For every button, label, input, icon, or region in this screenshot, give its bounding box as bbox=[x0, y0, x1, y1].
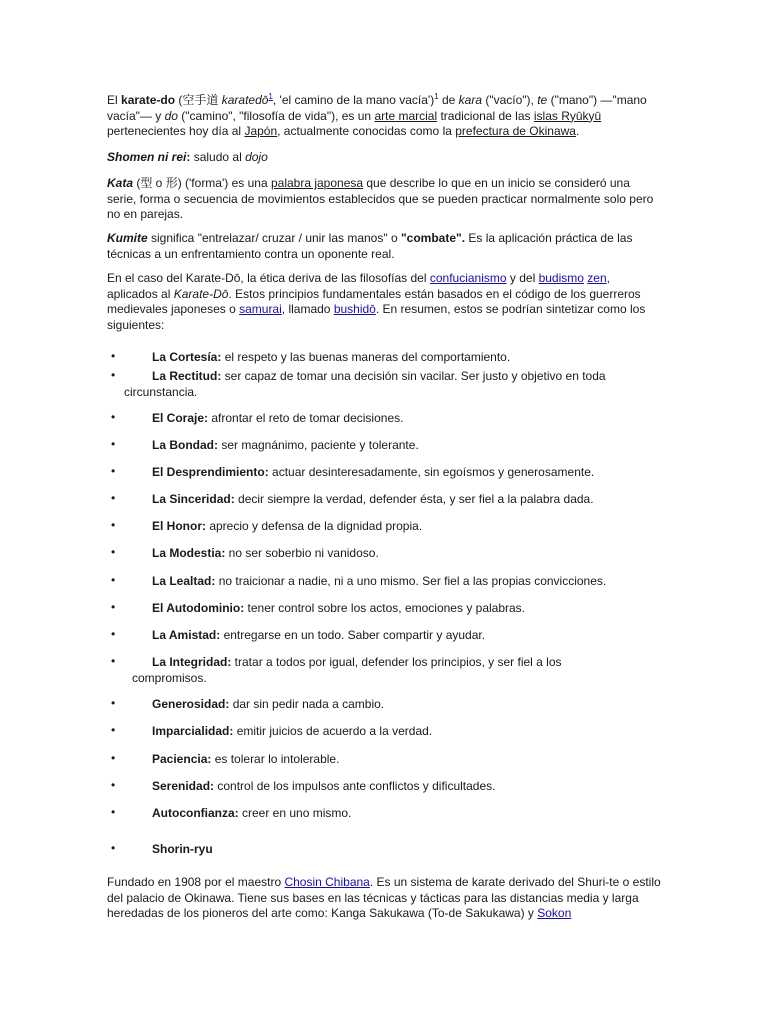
virtue-desc: control de los impulsos ante conflictos y dificultades. bbox=[214, 779, 496, 793]
principle-desc: aprecio y defensa de la dignidad propia. bbox=[206, 519, 423, 533]
bullet-icon: • bbox=[111, 368, 116, 382]
shomen-text: saludo al bbox=[190, 150, 246, 164]
list-item bbox=[107, 438, 662, 454]
shorin-heading: Shorin-ryu bbox=[152, 842, 213, 856]
list-item bbox=[107, 411, 662, 427]
intro-text: , 'el camino de la mano vacía') bbox=[272, 93, 435, 107]
etica-text: , llamado bbox=[281, 302, 334, 316]
principle-desc: ser capaz de tomar una decisión sin vacilar. Ser justo y objetivo en toda bbox=[221, 369, 606, 383]
list-item bbox=[107, 697, 662, 713]
principle-term: La Lealtad: bbox=[152, 574, 216, 588]
sokon-link[interactable]: Sokon bbox=[537, 906, 572, 920]
virtue-desc: es tolerar lo intolerable. bbox=[211, 752, 340, 766]
etica-text: En el caso del Karate-Dō, la ética deriva de las filosofías del bbox=[107, 271, 430, 285]
virtue-term: Imparcialidad: bbox=[152, 724, 234, 738]
principle-desc: no traicionar a nadie, ni a uno mismo. Ser fiel a las propias convicciones. bbox=[215, 574, 607, 588]
principle-term: El Autodominio: bbox=[152, 601, 245, 615]
dojo-italic: dojo bbox=[245, 150, 268, 164]
principle-term: La Modestia: bbox=[152, 546, 226, 560]
list-item bbox=[107, 492, 662, 508]
list-item bbox=[107, 369, 662, 400]
virtue-term: Autoconfianza: bbox=[152, 806, 239, 820]
principle-desc-cont: circunstancia. bbox=[124, 384, 198, 399]
virtue-desc: creer en uno mismo. bbox=[238, 806, 352, 820]
zen-link[interactable]: zen bbox=[587, 271, 607, 285]
kumite-paragraph bbox=[107, 231, 662, 262]
etica-text: , aplicados al bbox=[107, 271, 610, 301]
intro-text: de bbox=[438, 93, 459, 107]
arte-marcial-link[interactable]: arte marcial bbox=[374, 108, 438, 123]
principle-desc: el respeto y las buenas maneras del comportamiento. bbox=[221, 350, 511, 364]
principle-desc: tratar a todos por igual, defender los principios, y ser fiel a los bbox=[231, 655, 562, 669]
bullet-icon: • bbox=[111, 410, 116, 424]
virtue-term: Paciencia: bbox=[152, 752, 212, 766]
principle-term: La Bondad: bbox=[152, 438, 218, 452]
virtue-desc: dar sin pedir nada a cambio. bbox=[229, 697, 385, 711]
chosin-chibana-link[interactable]: Chosin Chibana bbox=[284, 875, 370, 889]
bushido-link[interactable]: bushidō bbox=[333, 302, 376, 316]
bullet-icon: • bbox=[111, 437, 116, 451]
islas-ryukyu-link[interactable]: islas Ryūkyū bbox=[533, 108, 602, 123]
principle-term: La Amistad: bbox=[152, 628, 221, 642]
karate-do-term: karate-do bbox=[121, 93, 176, 107]
bullet-icon: • bbox=[111, 654, 116, 668]
te-italic: te bbox=[537, 93, 548, 107]
intro-text: (空手道 bbox=[175, 93, 222, 107]
confucianismo-link[interactable]: confucianismo bbox=[429, 271, 507, 285]
intro-text: . bbox=[575, 124, 580, 138]
principle-term: El Desprendimiento: bbox=[152, 465, 269, 479]
virtue-desc: emitir juicios de acuerdo a la verdad. bbox=[233, 724, 433, 738]
kumite-text: significa "entrelazar/ cruzar / unir las manos" o bbox=[147, 231, 401, 245]
intro-text: , actualmente conocidas como la bbox=[277, 124, 456, 138]
list-item bbox=[107, 465, 662, 481]
list-item bbox=[107, 779, 662, 795]
principle-term: La Integridad: bbox=[152, 655, 232, 669]
karatedo-italic: karatedō bbox=[221, 93, 269, 107]
bullet-icon: • bbox=[111, 751, 116, 765]
principle-desc: tener control sobre los actos, emociones y palabras. bbox=[244, 601, 526, 615]
list-item bbox=[107, 628, 662, 644]
principle-desc: actuar desinteresadamente, sin egoísmos y generosamente. bbox=[268, 465, 595, 479]
footnote-ref: 1 bbox=[434, 92, 439, 101]
palabra-japonesa-link[interactable]: palabra japonesa bbox=[270, 176, 364, 190]
shomen-term: Shomen ni rei bbox=[107, 150, 187, 164]
principle-desc: decir siempre la verdad, defender ésta, y ser fiel a la palabra dada. bbox=[234, 492, 594, 506]
list-item bbox=[107, 806, 662, 822]
principle-term: El Honor: bbox=[152, 519, 206, 533]
japon-link[interactable]: Japón bbox=[244, 124, 278, 138]
principle-term: La Rectitud: bbox=[152, 369, 222, 383]
etica-text: y del bbox=[506, 271, 539, 285]
do-italic: do bbox=[164, 108, 178, 123]
bullet-icon: • bbox=[111, 600, 116, 614]
principle-desc: entregarse en un todo. Saber compartir y ayudar. bbox=[220, 628, 486, 642]
principle-desc: no ser soberbio ni vanidoso. bbox=[225, 546, 379, 560]
bullet-icon: • bbox=[111, 841, 116, 855]
combate-bold: "combate". bbox=[400, 231, 466, 245]
list-item bbox=[107, 350, 662, 366]
bullet-icon: • bbox=[111, 573, 116, 587]
kata-term: Kata bbox=[107, 176, 134, 190]
kata-paragraph bbox=[107, 176, 662, 223]
footnote-link[interactable]: 1 bbox=[268, 92, 273, 101]
intro-text: pertenecientes hoy día al bbox=[107, 124, 245, 138]
bullet-icon: • bbox=[111, 723, 116, 737]
list-item bbox=[107, 601, 662, 617]
intro-text: ("mano") —"mano vacía"— y bbox=[107, 93, 647, 123]
karatedo-italic: Karate-Dō bbox=[173, 286, 229, 301]
etica-text: . En resumen, estos se podrían sintetizar como los siguientes: bbox=[107, 302, 646, 332]
virtue-term: Generosidad: bbox=[152, 697, 230, 711]
list-item bbox=[107, 519, 662, 535]
etica-paragraph bbox=[107, 271, 662, 333]
shorin-text: . Es un sistema de karate derivado del Shuri-te o estilo del palacio de Okinawa. Tiene sus bases en las técnicas y tácticas para las distancias media y larga heredadas de los pioneros del arte como: Kanga Sakukawa (To-de Sakukawa) y bbox=[107, 875, 661, 920]
samurai-link[interactable]: samurai bbox=[239, 302, 282, 316]
bullet-icon: • bbox=[111, 545, 116, 559]
intro-text: ("vacío"), bbox=[482, 93, 538, 107]
shorin-heading-item bbox=[107, 842, 662, 858]
prefectura-okinawa-link[interactable]: prefectura de Okinawa bbox=[455, 124, 576, 138]
etica-text: . Estos principios fundamentales están basados en el código de los guerreros medievales japoneses o bbox=[107, 286, 641, 316]
list-item bbox=[107, 574, 662, 590]
kata-text: (型 o 形) ('forma') es una bbox=[133, 176, 271, 190]
shorin-text: Fundado en 1908 por el maestro bbox=[107, 875, 285, 889]
bullet-icon: • bbox=[111, 696, 116, 710]
intro-text: El bbox=[107, 93, 122, 107]
bullet-icon: • bbox=[111, 518, 116, 532]
principle-desc: ser magnánimo, paciente y tolerante. bbox=[218, 438, 419, 452]
shorin-paragraph bbox=[107, 875, 662, 922]
budismo-link[interactable]: budismo bbox=[538, 271, 584, 285]
intro-text: ("camino", "filosofía de vida"), es un bbox=[177, 108, 375, 123]
intro-paragraph bbox=[107, 93, 662, 140]
list-item bbox=[107, 546, 662, 562]
kata-text: que describe lo que en un inicio se consideró una serie, forma o secuencia de movimientos establecidos que se pueden practicar normalmente solo pero no en parejas. bbox=[107, 176, 654, 221]
virtue-term: Serenidad: bbox=[152, 779, 215, 793]
shomen-paragraph bbox=[107, 150, 662, 166]
kumite-term: Kumite bbox=[107, 231, 148, 245]
kara-italic: kara bbox=[458, 93, 483, 107]
principle-desc-cont: compromisos. bbox=[132, 670, 207, 685]
intro-text: tradicional de las bbox=[437, 108, 534, 123]
bullet-icon: • bbox=[111, 778, 116, 792]
bullet-icon: • bbox=[111, 349, 116, 363]
list-item bbox=[107, 655, 662, 686]
bullet-icon: • bbox=[111, 464, 116, 478]
principle-term: La Cortesía: bbox=[152, 350, 222, 364]
bullet-icon: • bbox=[111, 627, 116, 641]
principle-desc: afrontar el reto de tomar decisiones. bbox=[208, 411, 404, 425]
kumite-text: Es la aplicación práctica de las técnicas a un enfrentamiento contra un oponente real. bbox=[107, 231, 633, 261]
shomen-colon: : bbox=[186, 150, 191, 164]
list-item bbox=[107, 724, 662, 740]
list-item bbox=[107, 752, 662, 768]
principle-term: El Coraje: bbox=[152, 411, 209, 425]
bullet-icon: • bbox=[111, 805, 116, 819]
principle-term: La Sinceridad: bbox=[152, 492, 235, 506]
bullet-icon: • bbox=[111, 491, 116, 505]
